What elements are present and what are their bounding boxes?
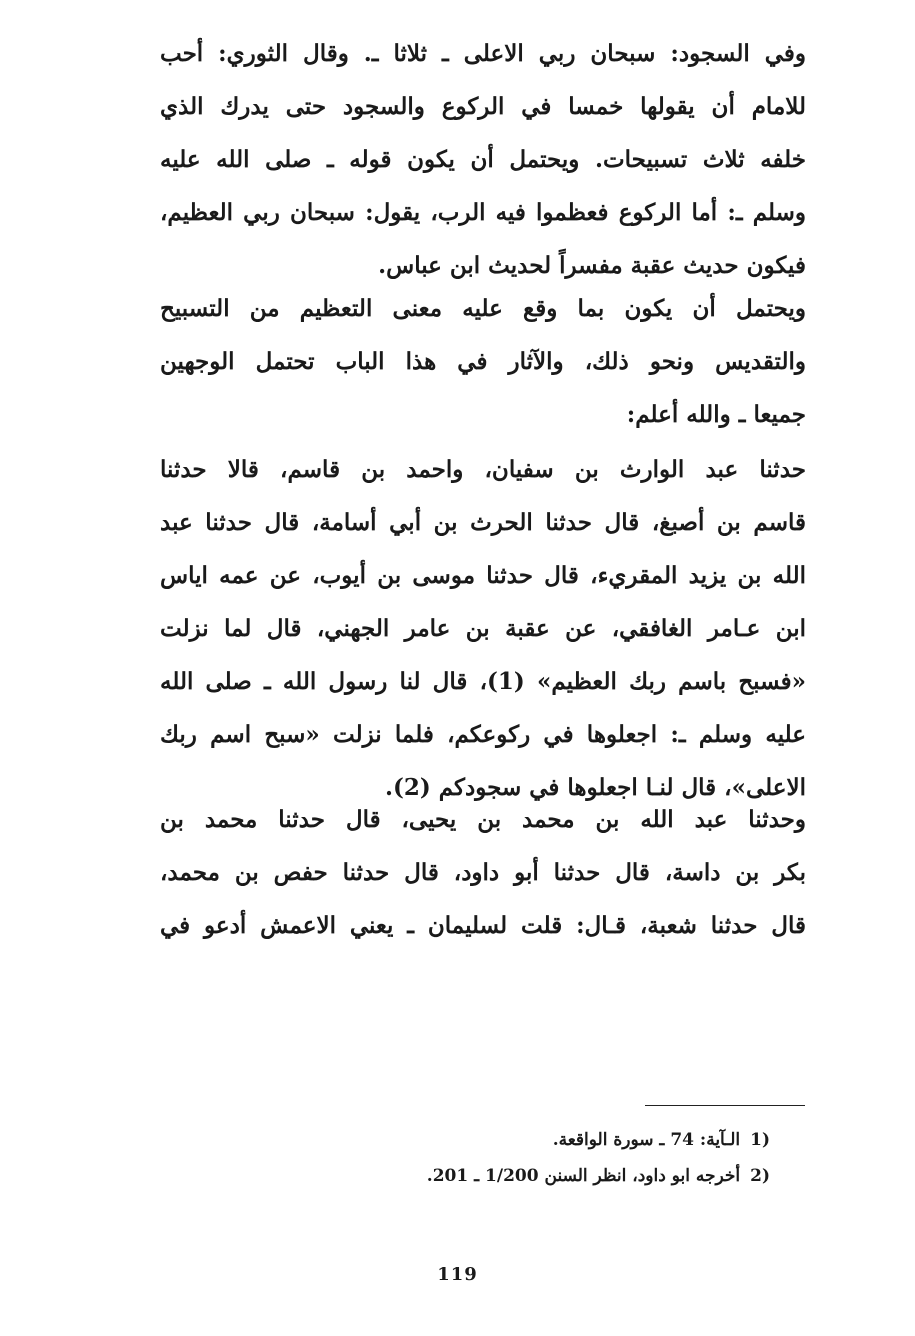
paragraph-4 bbox=[160, 793, 806, 952]
text-line: ويحتمل أن يكون بما وقع عليه معنى التعظيم من التسبيح bbox=[160, 295, 806, 322]
text-line: وسلم ـ: أما الركوع فعظموا فيه الرب، يقول: سبحان ربي العظيم، bbox=[160, 199, 806, 226]
footnote-1 bbox=[300, 1122, 770, 1158]
footnote-number: 1) bbox=[750, 1130, 770, 1150]
footnote-number: 2) bbox=[750, 1166, 770, 1186]
footnote-2 bbox=[300, 1158, 770, 1194]
text-line: عليه وسلم ـ: اجعلوها في ركوعكم، فلما نزلت «سبح اسم ربك bbox=[160, 721, 806, 748]
footnote-text: أخرجه ابو داود، انظر السنن 1/200 ـ 201. bbox=[426, 1166, 741, 1186]
footnote-text: الـآية: 74 ـ سورة الواقعة. bbox=[552, 1130, 741, 1150]
text-line: والتقديس ونحو ذلك، والآثار في هذا الباب تحتمل الوجهين bbox=[160, 348, 806, 375]
text-line: وفي السجود: سبحان ربي الاعلى ـ ثلاثا ـ. وقال الثوري: أحب bbox=[160, 40, 806, 67]
text-line: ابن عـامر الغافقي، عن عقبة بن عامر الجهني، قال لما نزلت bbox=[160, 615, 806, 642]
footnote-divider bbox=[645, 1105, 805, 1106]
text-line: «فسبح باسم ربك العظيم» (1)، قال لنا رسول الله ـ صلى الله bbox=[160, 668, 806, 695]
text-line: جميعا ـ والله أعلم: bbox=[626, 401, 806, 428]
footnotes bbox=[300, 1122, 770, 1194]
paragraph-2 bbox=[160, 282, 806, 441]
paragraph-1 bbox=[160, 27, 806, 292]
text-line: وحدثنا عبد الله بن محمد بن يحيى، قال حدثنا محمد بن bbox=[160, 806, 806, 833]
paragraph-3 bbox=[160, 443, 806, 814]
text-line: حدثنا عبد الوارث بن سفيان، واحمد بن قاسم، قالا حدثنا bbox=[160, 456, 806, 483]
text-line: قاسم بن أصبغ، قال حدثنا الحرث بن أبي أسامة، قال حدثنا عبد bbox=[160, 509, 806, 536]
text-line: بكر بن داسة، قال حدثنا أبو داود، قال حدثنا حفص بن محمد، bbox=[160, 859, 806, 886]
text-line: للامام أن يقولها خمسا في الركوع والسجود حتى يدرك الذي bbox=[160, 93, 806, 120]
text-line: الاعلى»، قال لنـا اجعلوها في سجودكم (2). bbox=[384, 774, 806, 801]
text-line: الله بن يزيد المقريء، قال حدثنا موسى بن أيوب، عن عمه اياس bbox=[160, 562, 806, 589]
text-line: خلفه ثلاث تسبيحات. ويحتمل أن يكون قوله ـ صلى الله عليه bbox=[160, 146, 806, 173]
text-line: فيكون حديث عقبة مفسراً لحديث ابن عباس. bbox=[378, 252, 806, 279]
page-number: 119 bbox=[437, 1264, 478, 1285]
text-line: قال حدثنا شعبة، قـال: قلت لسليمان ـ يعني الاعمش أدعو في bbox=[160, 912, 806, 939]
